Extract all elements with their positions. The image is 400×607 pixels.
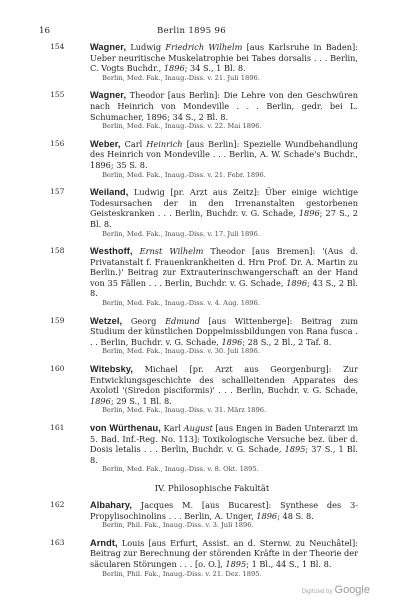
author-surname: Arndt, xyxy=(90,537,118,548)
entry-text: [aus Karlsruhe in Baden]: Ueber neuritische Muskelatrophie bei Tabes dorsalis . . . Berlin, C. Vogts Buchdr., xyxy=(90,42,358,74)
entry-text: ; 34 S., 1 Bl. 8. xyxy=(184,63,246,74)
entry-number: 155 xyxy=(50,90,65,100)
watermark-brand: Google xyxy=(334,584,370,596)
entry-text: Karl xyxy=(160,423,184,433)
dissertation-note: Berlin, Med. Fak., Inaug.-Diss. v. 21. Febr. 1896. xyxy=(102,170,266,179)
entry-text-italic: Edmund xyxy=(165,315,200,326)
entry-text-italic: Heinrich xyxy=(146,138,183,149)
author-surname: Weber, xyxy=(90,138,121,149)
entry-text-italic: 1896 xyxy=(163,63,185,74)
bibliography-entry xyxy=(50,42,358,83)
bibliography-entry xyxy=(50,138,358,180)
author-surname: Westhoff, xyxy=(90,246,133,257)
author-surname: Albahary, xyxy=(90,499,133,510)
entry-text xyxy=(133,246,140,256)
bibliography-entry xyxy=(50,187,359,238)
entry-text-italic: 1896 xyxy=(221,336,243,347)
entry-text: Michael [pr. Arzt aus Georgenburg]: Zur Entwicklungsgeschichte des schallleitenden Apparates des Axolotl '(Siredon pisciformis)' . . . Berlin, Buchdr. v. G. Schade, xyxy=(90,364,358,396)
entry-text: Louis [aus Erfurt, Assist. an d. Sternw. zu Neuchâtel]: Beitrag zur Berechnung der störenden Kräfte in der Theorie der säcularen Störungen . . . [o. O.], xyxy=(90,537,358,569)
running-title: Berlin 1895 96 xyxy=(157,26,227,36)
entry-text-italic: 1896 xyxy=(286,277,308,288)
entry-text-italic: 1895 xyxy=(284,444,306,455)
dissertation-note: Berlin, Med. Fak., Inaug.-Diss. v. 21. Juli 1896. xyxy=(102,73,260,82)
author-surname: Witebsky, xyxy=(90,364,134,375)
entry-text: Carl xyxy=(120,138,147,149)
section-heading: IV. Philosophische Fakultät xyxy=(154,482,270,493)
entry-text-italic: 1896 xyxy=(90,395,111,406)
entry-text: [aus Berlin]: Spezielle Wundbehandlung des Heinrich von Mondeville . . . Berlin, A. W. Schade's Buchdr., 1896; 35 S. 8. xyxy=(90,138,358,170)
dissertation-note: Berlin, Med. Fak., Inaug.-Diss. v. 31. März 1896. xyxy=(102,406,267,415)
page-number: 16 xyxy=(39,26,50,36)
google-watermark xyxy=(302,584,371,596)
entry-number: 163 xyxy=(50,537,65,547)
entry-text: ; 27 S., 2 Bl. 8. xyxy=(90,208,359,229)
entry-text: [aus Engen in Baden Unterarzt im 5. Bad. Inf.-Reg. No. 113]: Toxikologische Versuche bez. über d. Dosis letalis . . . Berlin, Buchdr. v. G. Schade, xyxy=(90,423,358,455)
entry-text: Georg xyxy=(122,315,166,326)
entry-text: [aus Wittenberge]: Beitrag zum Studium der künstlichen Doppelmissbildungen von Rana fusca . . . Berlin, Buchdr. v. G. Schade, xyxy=(90,315,358,347)
entry-text-italic: August xyxy=(183,423,213,433)
entry-number: 160 xyxy=(50,364,65,374)
author-surname: Wagner, xyxy=(90,42,127,52)
author-surname: von Würthenau, xyxy=(90,423,161,433)
entry-text: Jacques M. [aus Bucarest]: Synthese des 3-Propylisochinolins . . . Berlin, A. Unger, xyxy=(90,499,358,521)
dissertation-note: Berlin, Med. Fak., Inaug.-Diss. v. 8. Okt. 1895. xyxy=(102,465,259,474)
dissertation-note: Berlin, Phil. Fak., Inaug.-Diss. v. 3. Juli 1896. xyxy=(102,521,254,530)
entry-text: ; 1 Bl., 44 S., 1 Bl. 8. xyxy=(246,558,332,569)
entry-list xyxy=(0,42,400,586)
entry-text-italic: Ernst Wilhelm xyxy=(139,246,204,257)
entry-text-italic: 1896 xyxy=(298,208,320,219)
entry-number: 157 xyxy=(50,187,65,197)
bibliography-entry xyxy=(50,499,358,530)
entry-text: ; 29 S., 1 Bl. 8. xyxy=(110,395,172,406)
dissertation-note: Berlin, Med. Fak., Inaug.-Diss. v. 17. Juli 1896. xyxy=(102,229,260,238)
entry-text-italic: 1896 xyxy=(256,510,278,521)
entry-text-italic: Friedrich Wilhelm xyxy=(165,42,243,52)
entry-number: 159 xyxy=(50,315,65,325)
entry-number: 156 xyxy=(50,138,65,148)
entry-text: ; 37 S., 1 Bl. 8. xyxy=(90,444,358,465)
author-surname: Wetzel, xyxy=(90,315,123,326)
page-header xyxy=(39,26,359,40)
entry-text: ; 43 S., 2 Bl. 8. xyxy=(90,277,358,299)
bibliography-entry xyxy=(50,537,358,579)
entry-text: Theodor [aus Bremen]: '(Aus d. Privatanstalt f. Frauenkrankheiten d. Hrn Prof. Dr. A. Martin zu Berlin.)' Beitrag zur Extrauterinschwangerschaft an der Hand von 35 Fällen . . . Berlin, Buchdr. v. G. Schade, xyxy=(90,246,358,288)
entry-text: Ludwig [pr. Arzt aus Zeitz]: Über einige wichtige Todesursachen der in den Irrenanstalten gestorbenen Geisteskranken . . . Berlin, Buchdr. v. G. Schade, xyxy=(90,187,358,219)
entry-number: 154 xyxy=(50,42,65,51)
entry-number: 158 xyxy=(50,246,65,256)
bibliography-entry xyxy=(50,423,358,474)
bibliography-entry xyxy=(50,364,358,415)
author-surname: Wagner, xyxy=(90,90,127,101)
watermark-prefix: Digitized by xyxy=(301,589,333,595)
entry-text: Ludwig xyxy=(126,42,166,52)
author-surname: Weiland, xyxy=(90,187,129,198)
entry-number: 161 xyxy=(50,423,65,432)
entry-text: ; 48 S. 8. xyxy=(277,510,314,521)
entry-number: 162 xyxy=(50,499,65,509)
entry-text-italic: 1895 xyxy=(225,558,247,569)
entry-text: ; 28 S., 2 Bl., 2 Taf. 8. xyxy=(242,336,332,347)
bibliography-entry xyxy=(50,315,358,357)
dissertation-note: Berlin, Med. Fak., Inaug.-Diss. v. 30. Juli 1896. xyxy=(102,347,260,356)
bibliography-entry xyxy=(50,246,358,308)
entry-text: Theodor [aus Berlin]: Die Lehre von den Geschwüren nach Heinrich von Mondeville . . . Berlin, gedr. bei L. Schumacher, 1896; 34 S., 2 Bl. 8. xyxy=(90,90,358,122)
dissertation-note: Berlin, Med. Fak., Inaug.-Diss. v. 22. Mai 1896. xyxy=(102,122,262,131)
dissertation-note: Berlin, Med. Fak., Inaug.-Diss. v. 4. Aug. 1896. xyxy=(102,299,260,308)
bibliography-entry xyxy=(50,90,358,131)
dissertation-note: Berlin, Phil. Fak., Inaug.-Diss. v. 21. Dez. 1895. xyxy=(102,569,262,578)
